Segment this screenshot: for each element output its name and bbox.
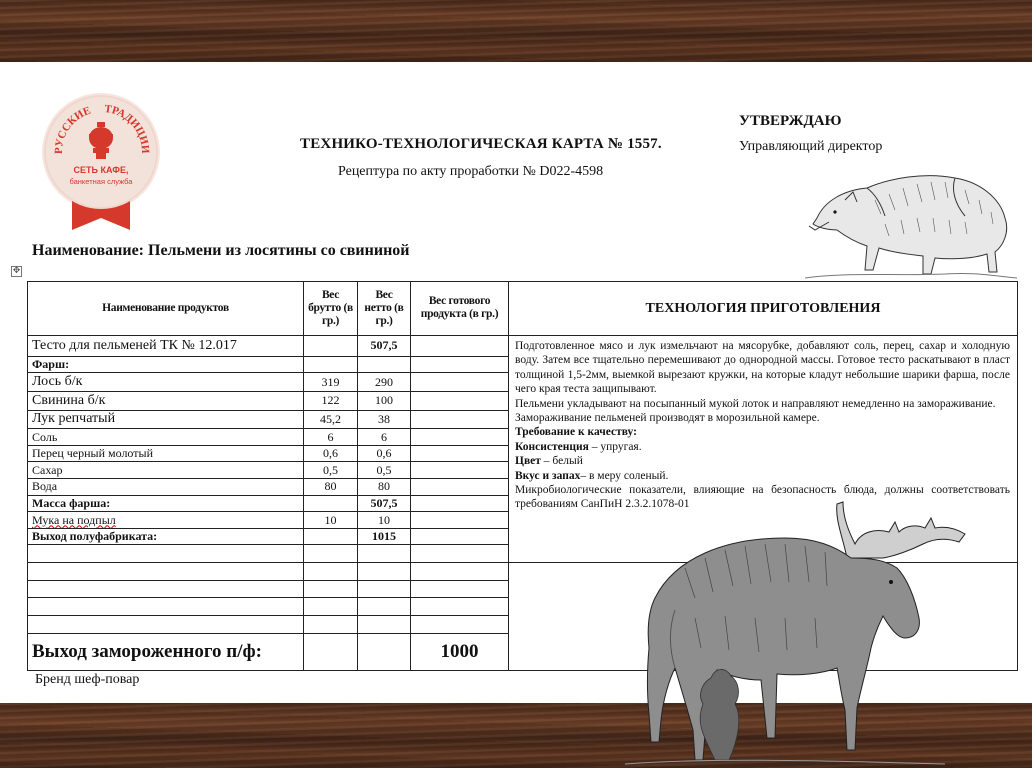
finished-cell <box>411 410 509 429</box>
approve-by: Управляющий директор <box>739 139 883 154</box>
empty-cell <box>358 545 411 563</box>
table-move-handle[interactable]: ✥ <box>12 266 21 276</box>
table-row <box>28 335 1018 356</box>
finished-cell <box>411 528 509 545</box>
empty-cell <box>358 633 411 670</box>
gross-cell <box>304 495 358 512</box>
finished-cell <box>411 356 509 373</box>
net-cell: 0,5 <box>358 462 411 479</box>
ingredient-name: Сахар <box>28 462 304 479</box>
shrub <box>700 669 739 760</box>
microbiology-note: Микробиологические показатели, влияющие на безопасность блюда, должны соответствовать требованиям СанПиН 2.3.2.1078-01 <box>515 484 1010 511</box>
ingredient-name: Свинина б/к <box>28 391 304 410</box>
finished-cell <box>411 462 509 479</box>
russkie-traditsii-logo <box>40 90 162 232</box>
ingredient-name: Лось б/к <box>28 373 304 392</box>
empty-cell <box>304 580 358 598</box>
net-cell: 1015 <box>358 528 411 545</box>
card-subtitle: Рецептура по акту проработки № D022-4598 <box>338 164 604 179</box>
net-cell <box>358 356 411 373</box>
ingredient-name: Перец черный молотый <box>28 445 304 462</box>
empty-cell <box>28 580 304 598</box>
gross-cell: 0,6 <box>304 445 358 462</box>
gross-cell: 319 <box>304 373 358 392</box>
ingredient-name: Фарш: <box>28 356 304 373</box>
gross-cell: 6 <box>304 429 358 446</box>
approve-label: УТВЕРЖДАЮ <box>739 113 842 129</box>
empty-cell <box>28 598 304 616</box>
ingredient-name: Вода <box>28 479 304 496</box>
logo-arc-left: РУССКИЕ <box>52 104 93 155</box>
gross-cell: 0,5 <box>304 462 358 479</box>
ingredient-name: Выход полуфабриката: <box>28 528 304 545</box>
header-technology: ТЕХНОЛОГИЯ ПРИГОТОВЛЕНИЯ <box>509 282 1018 336</box>
finished-cell <box>411 495 509 512</box>
net-cell: 6 <box>358 429 411 446</box>
finished-cell <box>411 373 509 392</box>
empty-cell <box>411 563 509 581</box>
gross-cell: 45,2 <box>304 410 358 429</box>
finished-cell <box>411 445 509 462</box>
tech-paragraph-1: Подготовленное мясо и лук измельчают на мясорубке, добавляют соль, перец, сахар и холодную воду. Затем все тщательно перемешивают до однородной массы. Готовое тесто раскатывают в пласт толщиной 1,5-2мм, выемкой вырезают кружки, на которые кладут небольшие шарики фарша, после чего края теста защипывают. <box>515 339 1010 396</box>
brand-chef-label: Бренд шеф-повар <box>35 672 140 687</box>
gross-cell <box>304 356 358 373</box>
empty-cell <box>304 563 358 581</box>
header-gross-weight: Вес брутто (в гр.) <box>304 282 358 336</box>
net-cell: 0,6 <box>358 445 411 462</box>
output-value: 1000 <box>411 633 509 670</box>
empty-cell <box>304 598 358 616</box>
header-product-name: Наименование продуктов <box>28 282 304 336</box>
empty-cell <box>411 615 509 633</box>
gross-cell: 10 <box>304 512 358 529</box>
color-label: Цвет <box>515 455 541 468</box>
ingredient-name: Масса фарша: <box>28 495 304 512</box>
color-value: – белый <box>540 455 583 468</box>
finished-cell <box>411 335 509 356</box>
empty-cell <box>304 633 358 670</box>
ingredient-name: Лук репчатый <box>28 410 304 429</box>
header-finished-weight: Вес готового продукта (в гр.) <box>411 282 509 336</box>
tech-paragraph-2: Пельмени укладывают на посыпанный мукой лоток и направляют немедленно на замораживание. <box>515 397 996 410</box>
boar-illustration <box>805 160 1017 282</box>
moose-illustration <box>585 498 985 768</box>
consistency-value: – упругая. <box>588 440 642 453</box>
empty-cell <box>411 545 509 563</box>
wood-header-band <box>0 0 1032 62</box>
finished-cell <box>411 391 509 410</box>
ingredient-name: Тесто для пельменей ТК № 12.017 <box>28 335 304 356</box>
empty-cell <box>358 615 411 633</box>
net-cell: 100 <box>358 391 411 410</box>
taste-value: – в меру соленый. <box>580 469 669 482</box>
net-cell: 507,5 <box>358 335 411 356</box>
table-header-row <box>28 282 1018 336</box>
gross-cell <box>304 335 358 356</box>
empty-cell <box>28 615 304 633</box>
empty-cell <box>411 580 509 598</box>
ingredient-name <box>28 512 304 529</box>
quality-title: Требование к качеству: <box>515 426 637 439</box>
consistency-label: Консистенция <box>515 440 589 453</box>
net-cell: 38 <box>358 410 411 429</box>
ingredient-name-text: Мука на подпыл <box>32 512 116 527</box>
logo-line2: банкетная служба <box>69 177 133 186</box>
gross-cell: 80 <box>304 479 358 496</box>
empty-cell <box>358 580 411 598</box>
net-cell: 80 <box>358 479 411 496</box>
header-net-weight: Вес нетто (в гр.) <box>358 282 411 336</box>
empty-cell <box>411 598 509 616</box>
net-cell: 290 <box>358 373 411 392</box>
taste-label: Вкус и запах <box>515 469 581 482</box>
empty-cell <box>304 615 358 633</box>
empty-cell <box>358 598 411 616</box>
finished-cell <box>411 429 509 446</box>
logo-line1: СЕТЬ КАФЕ, <box>73 165 129 175</box>
output-label: Выход замороженного п/ф: <box>28 633 304 670</box>
empty-cell <box>304 545 358 563</box>
empty-cell <box>28 563 304 581</box>
ingredient-name: Соль <box>28 429 304 446</box>
logo-arc-right: ТРАДИЦИИ <box>103 102 152 154</box>
finished-cell <box>411 512 509 529</box>
gross-cell: 122 <box>304 391 358 410</box>
finished-cell <box>411 479 509 496</box>
card-title: ТЕХНИКО-ТЕХНОЛОГИЧЕСКАЯ КАРТА № 1557. <box>300 136 662 152</box>
empty-cell <box>358 563 411 581</box>
net-cell: 507,5 <box>358 495 411 512</box>
empty-cell <box>28 545 304 563</box>
tech-paragraph-3: Замораживание пельменей производят в морозильной камере. <box>515 411 820 424</box>
gross-cell <box>304 528 358 545</box>
product-name: Наименование: Пельмени из лосятины со свининой <box>32 242 410 259</box>
net-cell: 10 <box>358 512 411 529</box>
